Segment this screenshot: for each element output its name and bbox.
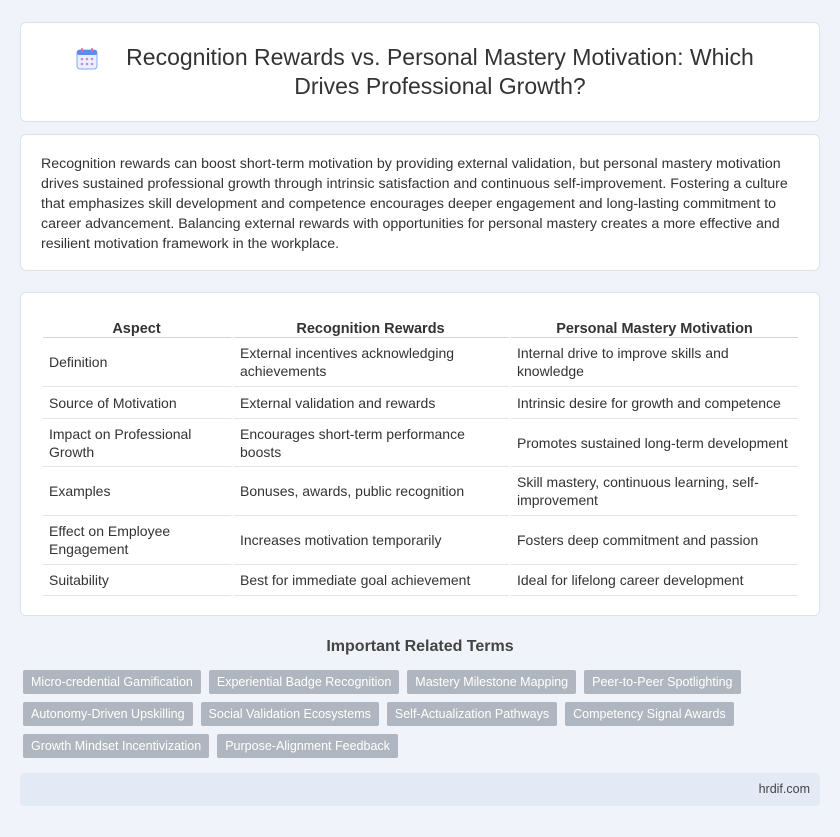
table-row: [43, 565, 798, 596]
table-cell: Effect on Employee Engagement: [43, 516, 234, 565]
related-term-tag[interactable]: Growth Mindset Incentivization: [23, 734, 209, 758]
table-cell: Intrinsic desire for growth and competence: [511, 387, 798, 419]
table-cell: Skill mastery, continuous learning, self-improvement: [511, 467, 798, 516]
related-term-tag[interactable]: Competency Signal Awards: [565, 702, 734, 726]
table-cell: Source of Motivation: [43, 387, 234, 419]
table-cell: Impact on Professional Growth: [43, 419, 234, 467]
related-term-tag[interactable]: Social Validation Ecosystems: [201, 702, 379, 726]
related-term-tag[interactable]: Purpose-Alignment Feedback: [217, 734, 398, 758]
table-cell: Suitability: [43, 565, 234, 596]
related-term-tag[interactable]: Autonomy-Driven Upskilling: [23, 702, 193, 726]
related-term-tag[interactable]: Micro-credential Gamification: [23, 670, 201, 694]
header-aspect: Aspect: [43, 316, 234, 338]
table-row: [43, 516, 798, 565]
footer-bar: [20, 773, 820, 806]
related-terms-list: [23, 670, 823, 766]
table-cell: Bonuses, awards, public recognition: [234, 467, 511, 516]
table-cell: External validation and rewards: [234, 387, 511, 419]
tag-row: [23, 670, 823, 694]
comparison-table: [43, 316, 798, 596]
table-row: [43, 387, 798, 419]
intro-card: [20, 134, 820, 271]
table-header-row: [43, 316, 798, 338]
related-term-tag[interactable]: Self-Actualization Pathways: [387, 702, 557, 726]
related-term-tag[interactable]: Mastery Milestone Mapping: [407, 670, 576, 694]
footer-site-link[interactable]: hrdif.com: [758, 782, 810, 796]
page-title: Recognition Rewards vs. Personal Mastery Motivation: Which Drives Professional Growth?: [126, 44, 754, 99]
header-recognition-rewards: Recognition Rewards: [234, 316, 511, 338]
table-cell: Fosters deep commitment and passion: [511, 516, 798, 565]
table-cell: Increases motivation temporarily: [234, 516, 511, 565]
table-cell: Promotes sustained long-term development: [511, 419, 798, 467]
comparison-table-card: [20, 292, 820, 616]
title-card: [20, 22, 820, 122]
header-personal-mastery: Personal Mastery Motivation: [511, 316, 798, 338]
table-cell: Definition: [43, 338, 234, 387]
related-term-tag[interactable]: Peer-to-Peer Spotlighting: [584, 670, 740, 694]
table-cell: Encourages short-term performance boosts: [234, 419, 511, 467]
related-terms-title: Important Related Terms: [326, 638, 514, 655]
table-cell: Best for immediate goal achievement: [234, 565, 511, 596]
table-cell: Examples: [43, 467, 234, 516]
table-cell: External incentives acknowledging achievements: [234, 338, 511, 387]
tag-row: [23, 734, 823, 758]
table-row: [43, 338, 798, 387]
table-cell: Internal drive to improve skills and knowledge: [511, 338, 798, 387]
intro-paragraph: Recognition rewards can boost short-term motivation by providing external validation, but personal mastery motivation drives sustained professional growth through intrinsic satisfaction and continuous self-improvement. Fostering a culture that emphasizes skill development and competence encourages deeper engagement and long-lasting commitment to career advancement. Balancing external rewards with opportunities for personal mastery creates a more effective and resilient motivation framework in the workplace.: [41, 156, 788, 252]
tag-row: [23, 702, 823, 726]
table-row: [43, 467, 798, 516]
table-row: [43, 419, 798, 467]
related-term-tag[interactable]: Experiential Badge Recognition: [209, 670, 399, 694]
table-cell: Ideal for lifelong career development: [511, 565, 798, 596]
